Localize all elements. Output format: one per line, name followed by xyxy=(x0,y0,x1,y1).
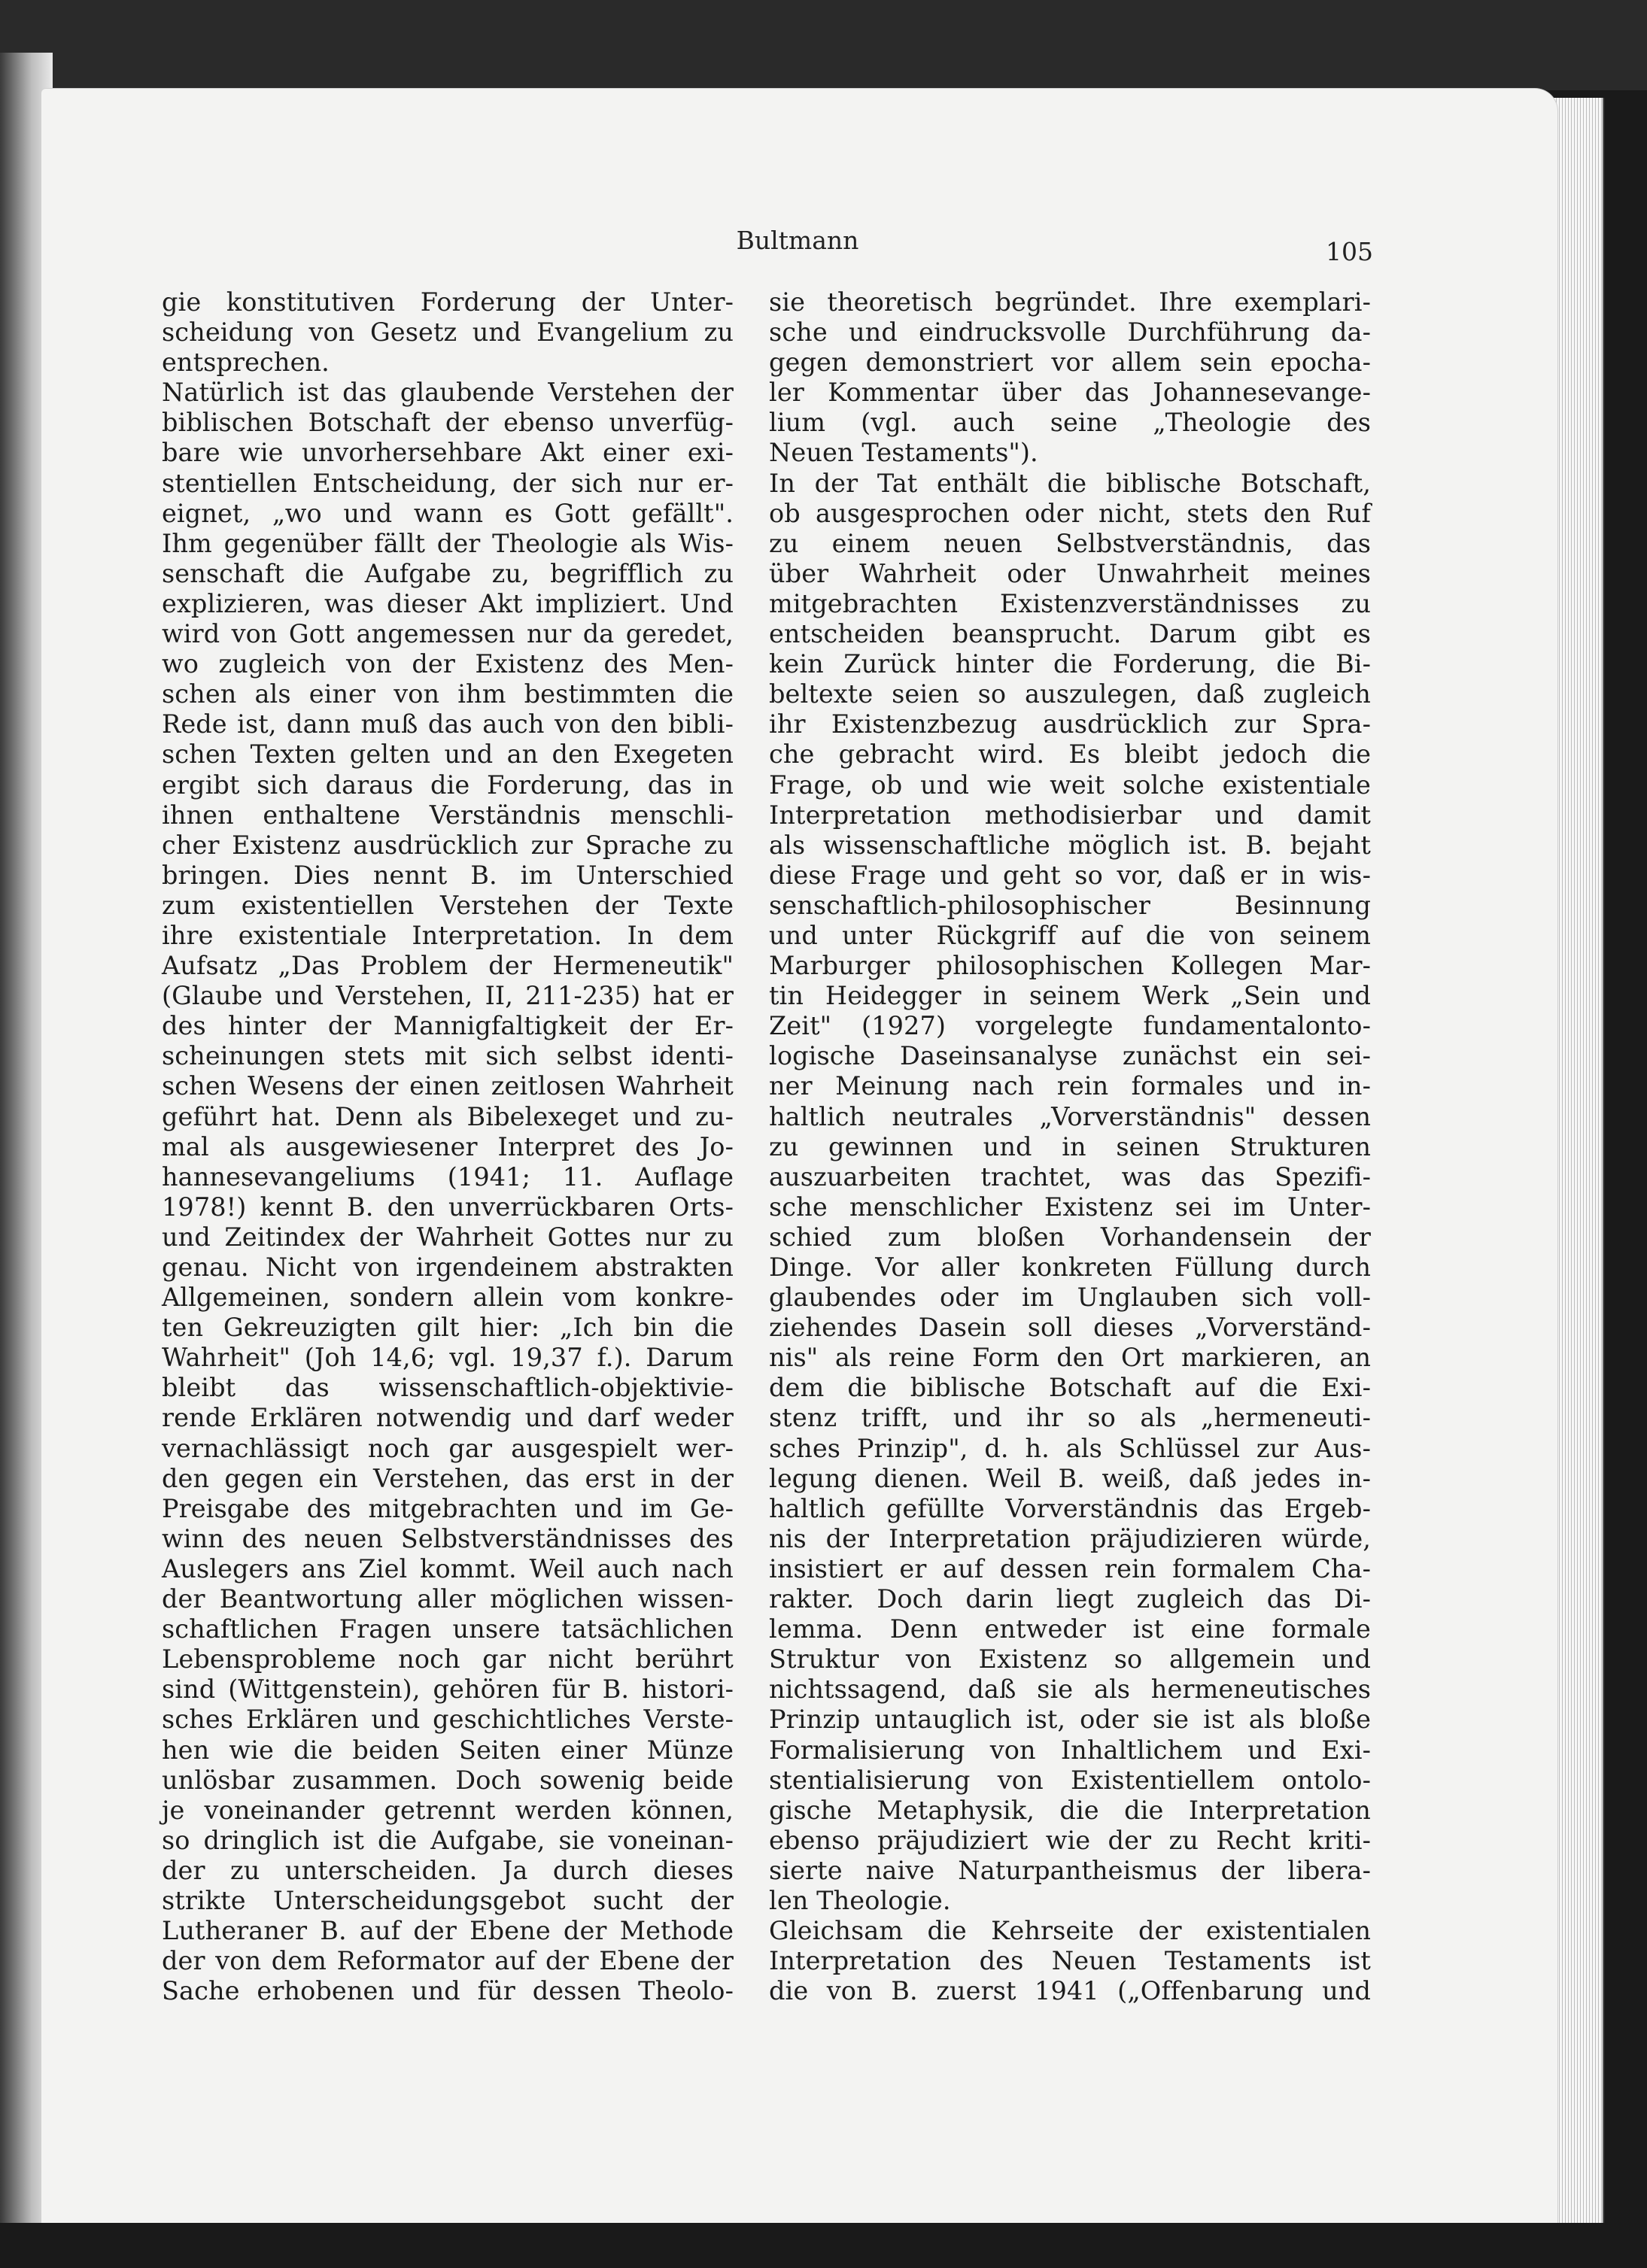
text-line: Neuen Testaments"). xyxy=(769,438,1038,468)
text-line: gische Metaphysik, die die Interpretation xyxy=(769,1795,1371,1825)
text-line: über Wahrheit oder Unwahrheit meines xyxy=(769,558,1371,588)
scan-background-top xyxy=(0,0,1647,90)
text-line: rende Erklären notwendig und darf weder xyxy=(162,1403,734,1433)
text-line: schaftlichen Fragen unsere tatsächlichen xyxy=(162,1614,734,1644)
text-line: als wissenschaftliche möglich ist. B. bejaht xyxy=(769,830,1371,860)
text-line: diese Frage und geht so vor, daß er in wis- xyxy=(769,860,1371,890)
text-line: strikte Unterscheidungsgebot sucht der xyxy=(162,1885,734,1915)
text-line: Gleichsam die Kehrseite der existentialen xyxy=(769,1916,1371,1946)
text-line: insistiert er auf dessen rein formalem Cha- xyxy=(769,1553,1371,1583)
text-line: lium (vgl. auch seine „Theologie des xyxy=(769,408,1371,438)
text-line: Preisgabe des mitgebrachten und im Ge- xyxy=(162,1493,734,1523)
text-line: Wahrheit" (Joh 14,6; vgl. 19,37 f.). Darum xyxy=(162,1343,734,1373)
text-line: sches Prinzip", d. h. als Schlüssel zur Aus- xyxy=(769,1433,1371,1463)
scan-background-bottom xyxy=(0,2223,1647,2268)
text-line: der zu unterscheiden. Ja durch dieses xyxy=(162,1855,734,1885)
text-line: Interpretation methodisierbar und damit xyxy=(769,800,1371,830)
text-line: ob ausgesprochen oder nicht, stets den Ruf xyxy=(769,498,1371,528)
text-line: Frage, ob und wie weit solche existentiale xyxy=(769,770,1371,800)
text-line: den gegen ein Verstehen, das erst in der xyxy=(162,1463,734,1493)
text-line: unlösbar zusammen. Doch sowenig beide xyxy=(162,1765,734,1795)
right-column xyxy=(769,287,1371,2006)
text-line: sches Erklären und geschichtliches Verste- xyxy=(162,1705,734,1735)
text-line: legung dienen. Weil B. weiß, daß jedes in- xyxy=(769,1463,1371,1493)
text-line: Sache erhobenen und für dessen Theolo- xyxy=(162,1976,734,2006)
text-line: entsprechen. xyxy=(162,348,330,378)
text-line: sie theoretisch begründet. Ihre exemplari- xyxy=(769,287,1371,317)
left-column xyxy=(162,287,734,2006)
text-line: beltexte seien so auszulegen, daß zugleich xyxy=(769,679,1371,709)
text-line: nichtssagend, daß sie als hermeneutisches xyxy=(769,1674,1371,1705)
text-line: stenz trifft, und ihr so als „hermeneuti- xyxy=(769,1403,1371,1433)
text-line: rakter. Doch darin liegt zugleich das Di- xyxy=(769,1584,1371,1614)
text-line: Marburger philosophischen Kollegen Mar- xyxy=(769,951,1371,981)
text-line: geführt hat. Denn als Bibelexeget und zu- xyxy=(162,1101,734,1131)
text-line: haltlich neutrales „Vorverständnis" dessen xyxy=(769,1101,1371,1131)
text-line: Aufsatz „Das Problem der Hermeneutik" xyxy=(162,951,734,981)
text-line: biblischen Botschaft der ebenso unverfüg- xyxy=(162,408,734,438)
text-line: senschaftlich-philosophischer Besinnung xyxy=(769,890,1371,920)
text-line: In der Tat enthält die biblische Botschaft, xyxy=(769,468,1371,498)
text-line: ner Meinung nach rein formales und in- xyxy=(769,1071,1371,1101)
text-line: ihnen enthaltene Verständnis menschli- xyxy=(162,800,734,830)
text-line: gie konstitutiven Forderung der Unter- xyxy=(162,287,734,317)
text-line: glaubendes oder im Unglauben sich voll- xyxy=(769,1283,1371,1313)
text-line: nis der Interpretation präjudizieren würde, xyxy=(769,1523,1371,1553)
text-line: zu einem neuen Selbstverständnis, das xyxy=(769,528,1371,558)
text-line: schen Wesens der einen zeitlosen Wahrheit xyxy=(162,1071,734,1101)
text-line: so dringlich ist die Aufgabe, sie voneinan- xyxy=(162,1825,734,1855)
text-line: ziehendes Dasein soll dieses „Vorverständ- xyxy=(769,1313,1371,1343)
text-line: ebenso präjudiziert wie der zu Recht kriti- xyxy=(769,1825,1371,1855)
text-line: gegen demonstriert vor allem sein epocha- xyxy=(769,348,1371,378)
text-line: der von dem Reformator auf der Ebene der xyxy=(162,1946,734,1976)
text-line: Dinge. Vor aller konkreten Füllung durch xyxy=(769,1252,1371,1282)
text-line: dem die biblische Botschaft auf die Exi- xyxy=(769,1373,1371,1403)
text-line: vernachlässigt noch gar ausgespielt wer- xyxy=(162,1433,734,1463)
text-line: nis" als reine Form den Ort markieren, an xyxy=(769,1343,1371,1373)
text-line: mal als ausgewiesener Interpret des Jo- xyxy=(162,1131,734,1161)
text-line: und Zeitindex der Wahrheit Gottes nur zu xyxy=(162,1222,734,1252)
text-line: ihr Existenzbezug ausdrücklich zur Spra- xyxy=(769,709,1371,739)
text-line: sind (Wittgenstein), gehören für B. histori- xyxy=(162,1674,734,1705)
text-line: genau. Nicht von irgendeinem abstrakten xyxy=(162,1252,734,1282)
text-line: ler Kommentar über das Johannesevange- xyxy=(769,378,1371,408)
text-line: wird von Gott angemessen nur da geredet, xyxy=(162,619,734,649)
text-line: die von B. zuerst 1941 („Offenbarung und xyxy=(769,1976,1371,2006)
text-line: Zeit" (1927) vorgelegte fundamentalonto- xyxy=(769,1011,1371,1041)
text-line: Natürlich ist das glaubende Verstehen der xyxy=(162,378,734,408)
running-header: Bultmann xyxy=(736,226,859,255)
text-line: Lebensprobleme noch gar nicht berührt xyxy=(162,1644,734,1674)
text-line: der Beantwortung aller möglichen wissen- xyxy=(162,1584,734,1614)
text-line: Rede ist, dann muß das auch von den bibli- xyxy=(162,709,734,739)
text-line: sierte naive Naturpantheismus der libera- xyxy=(769,1855,1371,1885)
text-line: explizieren, was dieser Akt impliziert. Und xyxy=(162,588,734,618)
text-line: Lutheraner B. auf der Ebene der Methode xyxy=(162,1916,734,1946)
text-line: bare wie unvorhersehbare Akt einer exi- xyxy=(162,438,734,468)
text-line: auszuarbeiten trachtet, was das Spezifi- xyxy=(769,1161,1371,1192)
text-line: ten Gekreuzigten gilt hier: „Ich bin die xyxy=(162,1313,734,1343)
text-line: schied zum bloßen Vorhandensein der xyxy=(769,1222,1371,1252)
text-line: ergibt sich daraus die Forderung, das in xyxy=(162,770,734,800)
text-line: schen Texten gelten und an den Exegeten xyxy=(162,739,734,770)
text-line: scheinungen stets mit sich selbst identi- xyxy=(162,1041,734,1071)
text-line: des hinter der Mannigfaltigkeit der Er- xyxy=(162,1011,734,1041)
text-line: stentiellen Entscheidung, der sich nur er- xyxy=(162,468,734,498)
text-line: 1978!) kennt B. den unverrückbaren Orts- xyxy=(162,1192,734,1222)
text-line: cher Existenz ausdrücklich zur Sprache zu xyxy=(162,830,734,860)
text-line: scheidung von Gesetz und Evangelium zu xyxy=(162,317,734,348)
text-line: und unter Rückgriff auf die von seinem xyxy=(769,920,1371,950)
text-line: logische Daseinsanalyse zunächst ein sei- xyxy=(769,1041,1371,1071)
text-line: haltlich gefüllte Vorverständnis das Ergeb- xyxy=(769,1493,1371,1523)
text-line: Struktur von Existenz so allgemein und xyxy=(769,1644,1371,1674)
text-line: Prinzip untauglich ist, oder sie ist als bloße xyxy=(769,1705,1371,1735)
text-line: bleibt das wissenschaftlich-objektivie- xyxy=(162,1373,734,1403)
text-line: Ihm gegenüber fällt der Theologie als Wis- xyxy=(162,528,734,558)
text-line: zum existentiellen Verstehen der Texte xyxy=(162,890,734,920)
text-line: lemma. Denn entweder ist eine formale xyxy=(769,1614,1371,1644)
page-number: 105 xyxy=(1326,237,1373,266)
text-line: sche und eindrucksvolle Durchführung da- xyxy=(769,317,1371,348)
text-line: Formalisierung von Inhaltlichem und Exi- xyxy=(769,1735,1371,1765)
text-line: Auslegers ans Ziel kommt. Weil auch nach xyxy=(162,1553,734,1583)
text-line: mitgebrachten Existenzverständnisses zu xyxy=(769,588,1371,618)
text-line: schen als einer von ihm bestimmten die xyxy=(162,679,734,709)
text-line: wo zugleich von der Existenz des Men- xyxy=(162,649,734,679)
text-line: len Theologie. xyxy=(769,1885,951,1915)
text-line: senschaft die Aufgabe zu, begrifflich zu xyxy=(162,558,734,588)
text-line: entscheiden beansprucht. Darum gibt es xyxy=(769,619,1371,649)
text-line: tin Heidegger in seinem Werk „Sein und xyxy=(769,981,1371,1011)
text-line: sche menschlicher Existenz sei im Unter- xyxy=(769,1192,1371,1222)
text-line: winn des neuen Selbstverständnisses des xyxy=(162,1523,734,1553)
text-line: hen wie die beiden Seiten einer Münze xyxy=(162,1735,734,1765)
text-line: zu gewinnen und in seinen Strukturen xyxy=(769,1131,1371,1161)
text-line: kein Zurück hinter die Forderung, die Bi- xyxy=(769,649,1371,679)
text-line: stentialisierung von Existentiellem ontolo- xyxy=(769,1765,1371,1795)
text-line: che gebracht wird. Es bleibt jedoch die xyxy=(769,739,1371,770)
text-line: Interpretation des Neuen Testaments ist xyxy=(769,1946,1371,1976)
text-line: eignet, „wo und wann es Gott gefällt". xyxy=(162,498,734,528)
text-line: (Glaube und Verstehen, II, 211-235) hat er xyxy=(162,981,734,1011)
text-line: Allgemeinen, sondern allein vom konkre- xyxy=(162,1283,734,1313)
text-line: ihre existentiale Interpretation. In dem xyxy=(162,920,734,950)
text-line: bringen. Dies nennt B. im Unterschied xyxy=(162,860,734,890)
text-line: je voneinander getrennt werden können, xyxy=(162,1795,734,1825)
text-line: hannesevangeliums (1941; 11. Auflage xyxy=(162,1161,734,1192)
